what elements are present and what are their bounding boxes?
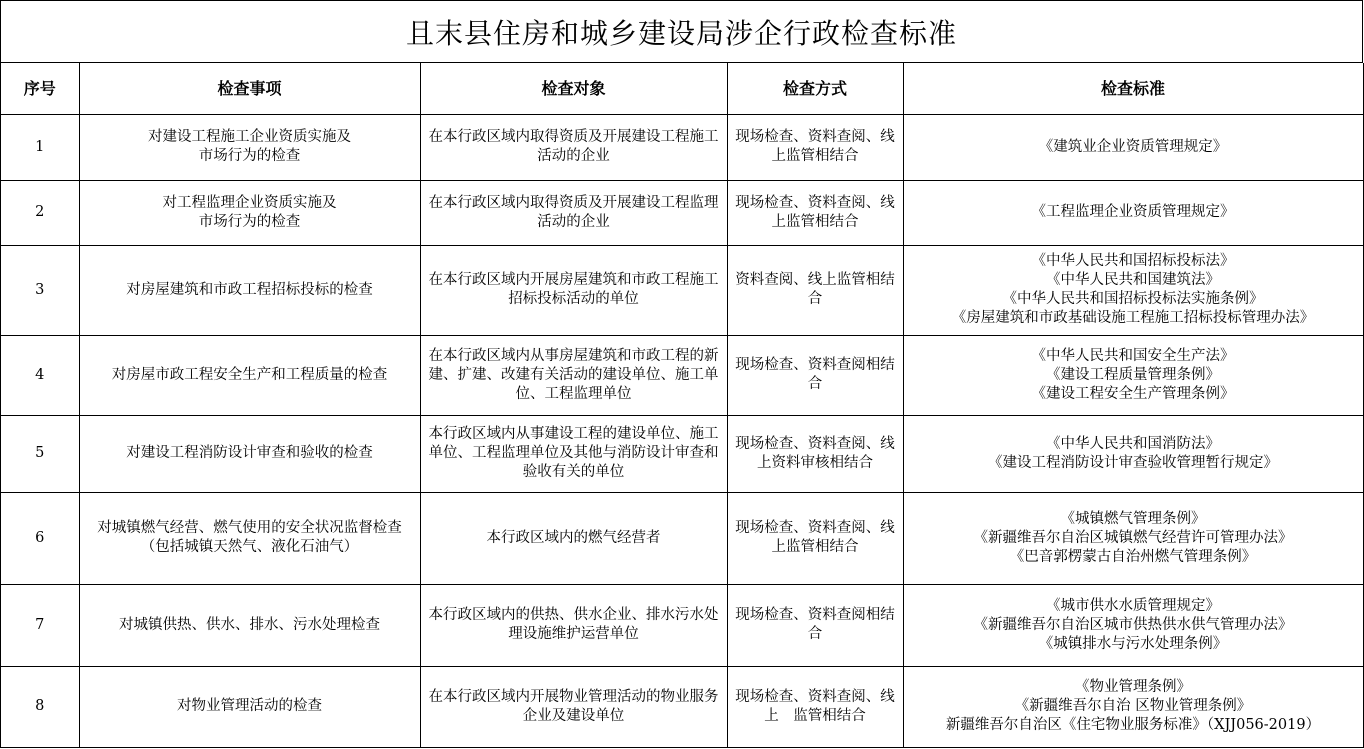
standard-line: 《建设工程安全生产管理条例》 (1031, 385, 1235, 402)
table-body (1, 114, 1363, 747)
inspection-method: 现场检查、资料查阅、线上监管相结合 (727, 114, 903, 180)
table-row (1, 335, 1363, 415)
inspection-item (79, 666, 420, 747)
header-standard: 检查标准 (903, 63, 1363, 114)
row-number: 2 (1, 180, 79, 245)
header-no: 序号 (1, 63, 79, 114)
inspection-item (79, 492, 420, 584)
inspection-standard (903, 584, 1363, 666)
table-row (1, 245, 1363, 335)
inspection-item-line: 市场行为的检查 (198, 213, 301, 230)
inspection-item-line: （包括城镇天然气、液化石油气） (140, 539, 359, 555)
inspection-method: 现场检查、资料查阅相结合 (727, 335, 903, 415)
inspection-item (79, 180, 420, 245)
row-number: 3 (1, 245, 79, 335)
row-number: 6 (1, 492, 79, 584)
header-row (1, 63, 1363, 114)
inspection-item (79, 245, 420, 335)
table-row (1, 415, 1363, 492)
standard-line: 《中华人民共和国招标投标法》 (1031, 253, 1235, 269)
table-row (1, 666, 1363, 747)
row-number: 8 (1, 666, 79, 747)
inspection-method: 资料查阅、线上监管相结合 (727, 245, 903, 335)
inspection-object: 在本行政区域内从事房屋建筑和市政工程的新建、扩建、改建有关活动的建设单位、施工单位、工程监理单位 (420, 335, 727, 415)
standard-line: 《中华人民共和国招标投标法实施条例》 (1002, 291, 1264, 307)
inspection-object: 本行政区域内从事建设工程的建设单位、施工单位、工程监理单位及其他与消防设计审查和验收有关的单位 (420, 415, 727, 492)
inspection-item-line: 对房屋市政工程安全生产和工程质量的检查 (111, 366, 388, 383)
standard-line: 《物业管理条例》 (1075, 679, 1191, 695)
standard-line: 《城市供水水质管理规定》 (1046, 597, 1220, 614)
inspection-item (79, 415, 420, 492)
inspection-item-line: 对城镇燃气经营、燃气使用的安全状况监督检查 (97, 520, 402, 536)
inspection-item (79, 114, 420, 180)
inspection-standard (903, 492, 1363, 584)
standard-line: 《中华人民共和国安全生产法》 (1031, 347, 1235, 364)
inspection-method: 现场检查、资料查阅、线上监管相结合 (727, 180, 903, 245)
inspection-object: 在本行政区域内开展物业管理活动的物业服务企业及建设单位 (420, 666, 727, 747)
inspection-object: 在本行政区域内取得资质及开展建设工程施工活动的企业 (420, 114, 727, 180)
table-row (1, 584, 1363, 666)
inspection-item (79, 335, 420, 415)
inspection-item-line: 对工程监理企业资质实施及 (162, 194, 337, 211)
sheet-title: 且末县住房和城乡建设局涉企行政检查标准 (1, 1, 1363, 63)
header-method: 检查方式 (727, 63, 903, 114)
inspection-item-line: 对城镇供热、供水、排水、污水处理检查 (119, 616, 380, 633)
inspection-item (79, 584, 420, 666)
inspection-object: 本行政区域内的供热、供水企业、排水污水处理设施维护运营单位 (420, 584, 727, 666)
row-number: 1 (1, 114, 79, 180)
inspection-standard (903, 666, 1363, 747)
inspection-method: 现场检查、资料查阅、线上资料审核相结合 (727, 415, 903, 492)
standard-line: 《巴音郭楞蒙古自治州燃气管理条例》 (1009, 548, 1257, 565)
header-item: 检查事项 (79, 63, 420, 114)
inspection-object: 在本行政区域内开展房屋建筑和市政工程施工招标投标活动的单位 (420, 245, 727, 335)
inspection-table (1, 63, 1364, 748)
standard-line: 《新疆维吾尔自治区城镇燃气经营许可管理办法》 (973, 529, 1293, 546)
standard-line: 《建设工程消防设计审查验收管理暂行规定》 (988, 454, 1278, 471)
row-number: 7 (1, 584, 79, 666)
table-row (1, 492, 1363, 584)
standard-line: 《新疆维吾尔自治 区物业管理条例》 (1014, 698, 1252, 714)
standard-line: 《城镇燃气管理条例》 (1060, 510, 1206, 527)
standard-line: 《建筑业企业资质管理规定》 (1038, 138, 1228, 155)
standard-line: 《房屋建筑和市政基础设施工程施工招标投标管理办法》 (951, 310, 1315, 326)
inspection-item-line: 对物业管理活动的检查 (177, 698, 322, 714)
inspection-standard (903, 245, 1363, 335)
inspection-method: 现场检查、资料查阅、线上监管相结合 (727, 492, 903, 584)
inspection-standard (903, 335, 1363, 415)
row-number: 5 (1, 415, 79, 492)
inspection-method: 现场检查、资料查阅、线上 监管相结合 (727, 666, 903, 747)
standard-line: 新疆维吾尔自治区《住宅物业服务标准》（XJJ056-2019） (945, 717, 1321, 733)
standard-line: 《建设工程质量管理条例》 (1046, 366, 1220, 383)
standard-line: 《工程监理企业资质管理规定》 (1031, 204, 1235, 220)
inspection-method: 现场检查、资料查阅相结合 (727, 584, 903, 666)
standard-line: 《城镇排水与污水处理条例》 (1038, 635, 1228, 652)
header-object: 检查对象 (420, 63, 727, 114)
inspection-standard (903, 180, 1363, 245)
inspection-item-line: 市场行为的检查 (198, 148, 301, 164)
inspection-item-line: 对建设工程消防设计审查和验收的检查 (126, 445, 373, 461)
inspection-object: 本行政区域内的燃气经营者 (420, 492, 727, 584)
standard-line: 《新疆维吾尔自治区城市供热供水供气管理办法》 (973, 616, 1293, 633)
table-row (1, 180, 1363, 245)
table-row (1, 114, 1363, 180)
row-number: 4 (1, 335, 79, 415)
standard-line: 《中华人民共和国建筑法》 (1046, 272, 1220, 288)
inspection-standard (903, 114, 1363, 180)
standard-line: 《中华人民共和国消防法》 (1046, 435, 1220, 452)
inspection-object: 在本行政区域内取得资质及开展建设工程监理活动的企业 (420, 180, 727, 245)
inspection-item-line: 对房屋建筑和市政工程招标投标的检查 (126, 281, 373, 298)
inspection-standard (903, 415, 1363, 492)
inspection-item-line: 对建设工程施工企业资质实施及 (148, 129, 351, 145)
